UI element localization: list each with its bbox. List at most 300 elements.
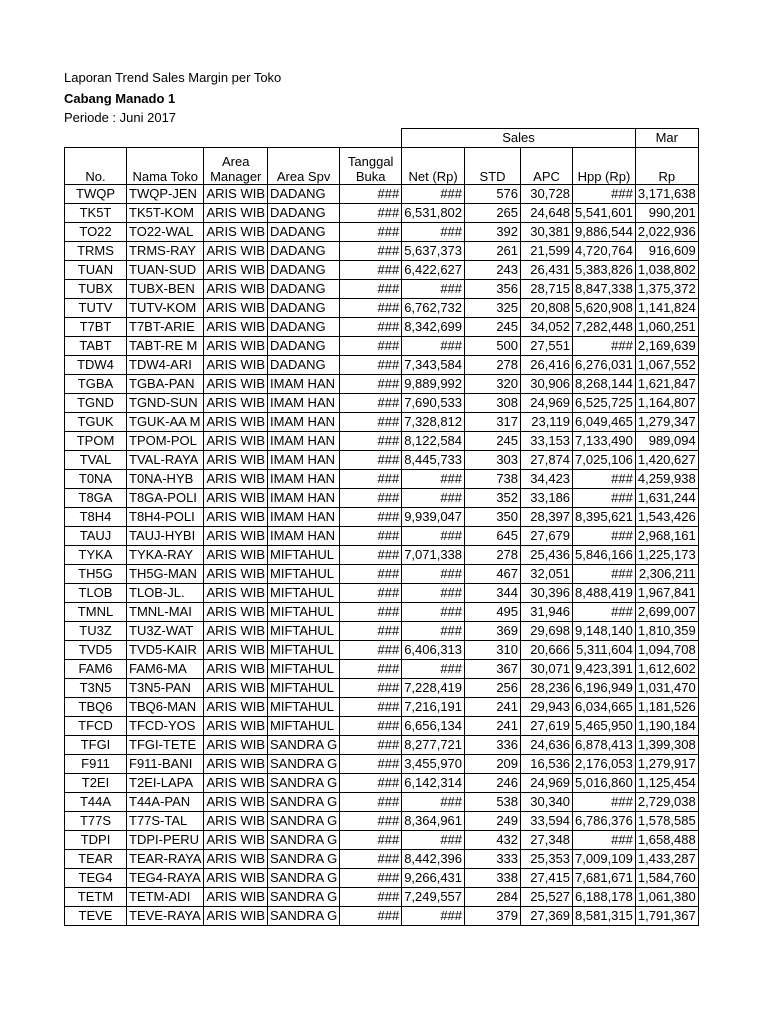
cell-store-name: T7BT-ARIE (127, 318, 204, 337)
cell-store-code: TPOM (65, 432, 127, 451)
col-header-tanggal-buka: Tanggal Buka (340, 148, 402, 185)
cell-area-spv: MIFTAHUL (268, 584, 340, 603)
cell-store-name: TUAN-SUD (127, 261, 204, 280)
cell-margin-rp: 1,584,760 (635, 869, 698, 888)
cell-margin-rp: 2,169,639 (635, 337, 698, 356)
cell-store-code: TYKA (65, 546, 127, 565)
cell-area-spv: IMAM HAN (268, 375, 340, 394)
table-row (65, 204, 699, 223)
cell-std: 576 (465, 185, 521, 204)
cell-store-name: TGBA-PAN (127, 375, 204, 394)
cell-net-sales: 6,531,802 (402, 204, 465, 223)
cell-net-sales: 9,889,992 (402, 375, 465, 394)
cell-net-sales: 8,364,961 (402, 812, 465, 831)
cell-apc: 26,416 (521, 356, 573, 375)
cell-std: 320 (465, 375, 521, 394)
cell-margin-rp: 1,279,347 (635, 413, 698, 432)
cell-area-manager: ARIS WIB (204, 413, 268, 432)
cell-net-sales: 7,328,812 (402, 413, 465, 432)
cell-area-manager: ARIS WIB (204, 907, 268, 926)
cell-std: 317 (465, 413, 521, 432)
cell-std: 209 (465, 755, 521, 774)
col-header-std: STD (465, 148, 521, 185)
cell-hpp: ### (573, 565, 636, 584)
table-row (65, 261, 699, 280)
cell-store-code: TGND (65, 394, 127, 413)
cell-margin-rp: 989,094 (635, 432, 698, 451)
cell-store-name: T0NA-HYB (127, 470, 204, 489)
cell-store-code: TFGI (65, 736, 127, 755)
cell-store-code: FAM6 (65, 660, 127, 679)
cell-store-name: T3N5-PAN (127, 679, 204, 698)
cell-hpp: 6,188,178 (573, 888, 636, 907)
cell-apc: 16,536 (521, 755, 573, 774)
cell-apc: 25,436 (521, 546, 573, 565)
table-row (65, 812, 699, 831)
cell-area-spv: SANDRA G (268, 755, 340, 774)
cell-area-spv: SANDRA G (268, 736, 340, 755)
cell-area-spv: IMAM HAN (268, 470, 340, 489)
cell-margin-rp: 2,729,038 (635, 793, 698, 812)
cell-margin-rp: 2,968,161 (635, 527, 698, 546)
table-row (65, 299, 699, 318)
cell-open-date: ### (340, 584, 402, 603)
table-row (65, 793, 699, 812)
cell-store-name: TFCD-YOS (127, 717, 204, 736)
cell-net-sales: ### (402, 603, 465, 622)
table-row (65, 603, 699, 622)
cell-margin-rp: 2,022,936 (635, 223, 698, 242)
cell-hpp: 8,268,144 (573, 375, 636, 394)
table-row (65, 223, 699, 242)
cell-margin-rp: 1,578,585 (635, 812, 698, 831)
cell-open-date: ### (340, 451, 402, 470)
cell-net-sales: 6,656,134 (402, 717, 465, 736)
cell-net-sales: 9,939,047 (402, 508, 465, 527)
cell-area-spv: DADANG (268, 204, 340, 223)
cell-hpp: 9,148,140 (573, 622, 636, 641)
cell-area-manager: ARIS WIB (204, 622, 268, 641)
cell-store-code: TUTV (65, 299, 127, 318)
cell-hpp: 6,786,376 (573, 812, 636, 831)
cell-std: 325 (465, 299, 521, 318)
cell-open-date: ### (340, 736, 402, 755)
cell-open-date: ### (340, 242, 402, 261)
cell-area-manager: ARIS WIB (204, 603, 268, 622)
cell-net-sales: ### (402, 907, 465, 926)
cell-std: 246 (465, 774, 521, 793)
col-header-area-spv: Area Spv (268, 148, 340, 185)
cell-store-code: TABT (65, 337, 127, 356)
cell-area-spv: DADANG (268, 337, 340, 356)
cell-margin-rp: 1,375,372 (635, 280, 698, 299)
table-row (65, 679, 699, 698)
cell-area-manager: ARIS WIB (204, 812, 268, 831)
cell-margin-rp: 1,061,380 (635, 888, 698, 907)
cell-area-spv: DADANG (268, 261, 340, 280)
col-header-hpp: Hpp (Rp) (573, 148, 636, 185)
cell-area-spv: SANDRA G (268, 907, 340, 926)
cell-net-sales: ### (402, 527, 465, 546)
cell-std: 256 (465, 679, 521, 698)
cell-area-spv: DADANG (268, 318, 340, 337)
cell-margin-rp: 1,181,526 (635, 698, 698, 717)
cell-net-sales: 7,228,419 (402, 679, 465, 698)
cell-hpp: ### (573, 527, 636, 546)
cell-std: 249 (465, 812, 521, 831)
cell-apc: 29,698 (521, 622, 573, 641)
cell-area-manager: ARIS WIB (204, 774, 268, 793)
table-row (65, 736, 699, 755)
cell-area-manager: ARIS WIB (204, 261, 268, 280)
cell-apc: 27,551 (521, 337, 573, 356)
cell-apc: 30,906 (521, 375, 573, 394)
cell-store-code: TETM (65, 888, 127, 907)
cell-net-sales: ### (402, 584, 465, 603)
cell-std: 310 (465, 641, 521, 660)
cell-open-date: ### (340, 394, 402, 413)
cell-open-date: ### (340, 318, 402, 337)
cell-std: 500 (465, 337, 521, 356)
cell-net-sales: 6,762,732 (402, 299, 465, 318)
cell-store-code: TUAN (65, 261, 127, 280)
cell-store-name: T8H4-POLI (127, 508, 204, 527)
cell-apc: 30,340 (521, 793, 573, 812)
cell-area-manager: ARIS WIB (204, 831, 268, 850)
cell-store-code: TVD5 (65, 641, 127, 660)
cell-area-manager: ARIS WIB (204, 185, 268, 204)
cell-area-manager: ARIS WIB (204, 527, 268, 546)
cell-open-date: ### (340, 375, 402, 394)
cell-open-date: ### (340, 508, 402, 527)
column-header-row (65, 148, 699, 185)
cell-margin-rp: 4,259,938 (635, 470, 698, 489)
report-title: Laporan Trend Sales Margin per Toko (64, 70, 282, 85)
cell-open-date: ### (340, 337, 402, 356)
cell-std: 352 (465, 489, 521, 508)
cell-net-sales: ### (402, 622, 465, 641)
cell-area-spv: SANDRA G (268, 774, 340, 793)
cell-open-date: ### (340, 888, 402, 907)
cell-std: 344 (465, 584, 521, 603)
cell-store-code: TEAR (65, 850, 127, 869)
cell-area-spv: SANDRA G (268, 831, 340, 850)
cell-hpp: 7,025,106 (573, 451, 636, 470)
cell-apc: 20,666 (521, 641, 573, 660)
cell-margin-rp: 1,031,470 (635, 679, 698, 698)
cell-store-code: T3N5 (65, 679, 127, 698)
cell-hpp: 5,465,950 (573, 717, 636, 736)
cell-net-sales: 7,216,191 (402, 698, 465, 717)
cell-store-code: F911 (65, 755, 127, 774)
cell-std: 495 (465, 603, 521, 622)
cell-std: 538 (465, 793, 521, 812)
cell-apc: 30,071 (521, 660, 573, 679)
cell-std: 738 (465, 470, 521, 489)
cell-margin-rp: 1,543,426 (635, 508, 698, 527)
cell-store-name: TGND-SUN (127, 394, 204, 413)
cell-area-manager: ARIS WIB (204, 242, 268, 261)
cell-hpp: ### (573, 603, 636, 622)
cell-apc: 30,381 (521, 223, 573, 242)
cell-hpp: 9,423,391 (573, 660, 636, 679)
cell-std: 261 (465, 242, 521, 261)
cell-apc: 33,594 (521, 812, 573, 831)
cell-hpp: 6,034,665 (573, 698, 636, 717)
cell-open-date: ### (340, 622, 402, 641)
cell-hpp: ### (573, 831, 636, 850)
cell-std: 278 (465, 356, 521, 375)
table-row (65, 698, 699, 717)
group-header-sales: Sales (402, 129, 636, 148)
table-row (65, 584, 699, 603)
cell-store-code: TEG4 (65, 869, 127, 888)
cell-open-date: ### (340, 907, 402, 926)
cell-store-name: TDW4-ARI (127, 356, 204, 375)
cell-store-code: TK5T (65, 204, 127, 223)
cell-store-name: TVAL-RAYA (127, 451, 204, 470)
cell-area-manager: ARIS WIB (204, 337, 268, 356)
cell-hpp: 4,720,764 (573, 242, 636, 261)
cell-area-spv: SANDRA G (268, 812, 340, 831)
cell-margin-rp: 1,810,359 (635, 622, 698, 641)
table-row (65, 413, 699, 432)
cell-std: 432 (465, 831, 521, 850)
cell-std: 245 (465, 318, 521, 337)
cell-apc: 25,353 (521, 850, 573, 869)
cell-net-sales: 8,442,396 (402, 850, 465, 869)
cell-area-spv: DADANG (268, 185, 340, 204)
cell-area-manager: ARIS WIB (204, 451, 268, 470)
cell-hpp: 7,133,490 (573, 432, 636, 451)
cell-area-spv: MIFTAHUL (268, 679, 340, 698)
cell-area-manager: ARIS WIB (204, 641, 268, 660)
cell-store-name: TH5G-MAN (127, 565, 204, 584)
cell-apc: 27,369 (521, 907, 573, 926)
cell-std: 350 (465, 508, 521, 527)
cell-store-name: TEG4-RAYA (127, 869, 204, 888)
cell-open-date: ### (340, 223, 402, 242)
cell-area-manager: ARIS WIB (204, 489, 268, 508)
cell-area-manager: ARIS WIB (204, 565, 268, 584)
cell-net-sales: 7,071,338 (402, 546, 465, 565)
cell-apc: 24,969 (521, 774, 573, 793)
table-row (65, 869, 699, 888)
cell-store-name: T2EI-LAPA (127, 774, 204, 793)
cell-store-code: TGUK (65, 413, 127, 432)
cell-area-manager: ARIS WIB (204, 850, 268, 869)
cell-margin-rp: 1,060,251 (635, 318, 698, 337)
cell-open-date: ### (340, 356, 402, 375)
table-row (65, 717, 699, 736)
cell-area-manager: ARIS WIB (204, 698, 268, 717)
cell-area-spv: IMAM HAN (268, 527, 340, 546)
cell-net-sales: 8,122,584 (402, 432, 465, 451)
cell-hpp: 5,620,908 (573, 299, 636, 318)
cell-apc: 29,943 (521, 698, 573, 717)
cell-std: 356 (465, 280, 521, 299)
cell-net-sales: ### (402, 660, 465, 679)
cell-margin-rp: 1,067,552 (635, 356, 698, 375)
cell-open-date: ### (340, 413, 402, 432)
cell-hpp: 5,383,826 (573, 261, 636, 280)
cell-area-manager: ARIS WIB (204, 660, 268, 679)
cell-open-date: ### (340, 679, 402, 698)
cell-hpp: 7,009,109 (573, 850, 636, 869)
cell-area-spv: DADANG (268, 280, 340, 299)
cell-store-name: TDPI-PERU (127, 831, 204, 850)
cell-open-date: ### (340, 546, 402, 565)
cell-std: 369 (465, 622, 521, 641)
cell-store-code: TDPI (65, 831, 127, 850)
table-row (65, 337, 699, 356)
cell-area-manager: ARIS WIB (204, 299, 268, 318)
cell-margin-rp: 1,658,488 (635, 831, 698, 850)
cell-store-name: TUTV-KOM (127, 299, 204, 318)
cell-area-spv: MIFTAHUL (268, 641, 340, 660)
cell-margin-rp: 1,164,807 (635, 394, 698, 413)
cell-hpp: ### (573, 185, 636, 204)
cell-margin-rp: 1,621,847 (635, 375, 698, 394)
cell-store-name: T77S-TAL (127, 812, 204, 831)
cell-std: 467 (465, 565, 521, 584)
cell-store-name: F911-BANI (127, 755, 204, 774)
cell-std: 243 (465, 261, 521, 280)
cell-std: 645 (465, 527, 521, 546)
cell-open-date: ### (340, 641, 402, 660)
cell-area-spv: DADANG (268, 223, 340, 242)
cell-hpp: 8,488,419 (573, 584, 636, 603)
table-row (65, 242, 699, 261)
table-row (65, 888, 699, 907)
cell-margin-rp: 2,699,007 (635, 603, 698, 622)
cell-hpp: 6,878,413 (573, 736, 636, 755)
cell-open-date: ### (340, 850, 402, 869)
cell-store-name: TAUJ-HYBI (127, 527, 204, 546)
cell-area-spv: SANDRA G (268, 888, 340, 907)
cell-store-name: TUBX-BEN (127, 280, 204, 299)
cell-area-manager: ARIS WIB (204, 584, 268, 603)
cell-hpp: 9,886,544 (573, 223, 636, 242)
cell-area-manager: ARIS WIB (204, 356, 268, 375)
cell-open-date: ### (340, 565, 402, 584)
cell-net-sales: 5,637,373 (402, 242, 465, 261)
cell-open-date: ### (340, 603, 402, 622)
cell-area-manager: ARIS WIB (204, 470, 268, 489)
col-header-net: Net (Rp) (402, 148, 465, 185)
cell-std: 303 (465, 451, 521, 470)
cell-apc: 32,051 (521, 565, 573, 584)
cell-area-spv: MIFTAHUL (268, 660, 340, 679)
table-row (65, 432, 699, 451)
cell-store-name: TEVE-RAYA (127, 907, 204, 926)
cell-std: 338 (465, 869, 521, 888)
col-header-area-manager: Area Manager (204, 148, 268, 185)
cell-store-code: T77S (65, 812, 127, 831)
table-row (65, 470, 699, 489)
cell-store-name: FAM6-MA (127, 660, 204, 679)
cell-apc: 23,119 (521, 413, 573, 432)
cell-open-date: ### (340, 261, 402, 280)
cell-area-manager: ARIS WIB (204, 869, 268, 888)
cell-std: 278 (465, 546, 521, 565)
cell-hpp: 5,016,860 (573, 774, 636, 793)
cell-area-spv: MIFTAHUL (268, 565, 340, 584)
cell-store-name: TLOB-JL. (127, 584, 204, 603)
cell-open-date: ### (340, 812, 402, 831)
table-row (65, 489, 699, 508)
cell-area-spv: MIFTAHUL (268, 546, 340, 565)
cell-apc: 33,153 (521, 432, 573, 451)
cell-area-manager: ARIS WIB (204, 508, 268, 527)
col-header-rp: Rp (635, 148, 698, 185)
cell-apc: 26,431 (521, 261, 573, 280)
cell-open-date: ### (340, 299, 402, 318)
cell-area-manager: ARIS WIB (204, 375, 268, 394)
cell-margin-rp: 1,967,841 (635, 584, 698, 603)
cell-net-sales: ### (402, 280, 465, 299)
cell-store-code: T0NA (65, 470, 127, 489)
cell-area-spv: IMAM HAN (268, 394, 340, 413)
cell-store-code: TUBX (65, 280, 127, 299)
cell-store-name: TGUK-AA M (127, 413, 204, 432)
cell-open-date: ### (340, 527, 402, 546)
cell-hpp: ### (573, 489, 636, 508)
cell-store-code: TGBA (65, 375, 127, 394)
cell-area-spv: IMAM HAN (268, 489, 340, 508)
cell-hpp: 8,395,621 (573, 508, 636, 527)
cell-net-sales: ### (402, 489, 465, 508)
cell-store-name: TETM-ADI (127, 888, 204, 907)
cell-apc: 24,969 (521, 394, 573, 413)
group-header-row (65, 129, 699, 148)
cell-margin-rp: 3,171,638 (635, 185, 698, 204)
cell-margin-rp: 2,306,211 (635, 565, 698, 584)
cell-area-manager: ARIS WIB (204, 280, 268, 299)
cell-hpp: 6,525,725 (573, 394, 636, 413)
cell-open-date: ### (340, 774, 402, 793)
cell-net-sales: 6,406,313 (402, 641, 465, 660)
cell-area-manager: ARIS WIB (204, 755, 268, 774)
cell-hpp: 7,282,448 (573, 318, 636, 337)
cell-margin-rp: 916,609 (635, 242, 698, 261)
cell-apc: 27,348 (521, 831, 573, 850)
cell-apc: 27,619 (521, 717, 573, 736)
cell-open-date: ### (340, 869, 402, 888)
cell-net-sales: ### (402, 223, 465, 242)
cell-std: 245 (465, 432, 521, 451)
table-row (65, 622, 699, 641)
table-row (65, 755, 699, 774)
cell-open-date: ### (340, 470, 402, 489)
table-row (65, 356, 699, 375)
cell-std: 308 (465, 394, 521, 413)
cell-margin-rp: 1,791,367 (635, 907, 698, 926)
col-header-no: No. (65, 148, 127, 185)
cell-net-sales: 8,277,721 (402, 736, 465, 755)
cell-margin-rp: 1,279,917 (635, 755, 698, 774)
cell-net-sales: 8,342,699 (402, 318, 465, 337)
cell-store-code: TFCD (65, 717, 127, 736)
branch-name: Cabang Manado 1 (64, 91, 176, 106)
cell-area-spv: DADANG (268, 242, 340, 261)
cell-net-sales: 7,249,557 (402, 888, 465, 907)
cell-apc: 27,679 (521, 527, 573, 546)
cell-store-code: TBQ6 (65, 698, 127, 717)
col-header-nama-toko: Nama Toko (127, 148, 204, 185)
cell-area-spv: MIFTAHUL (268, 717, 340, 736)
cell-store-name: TYKA-RAY (127, 546, 204, 565)
